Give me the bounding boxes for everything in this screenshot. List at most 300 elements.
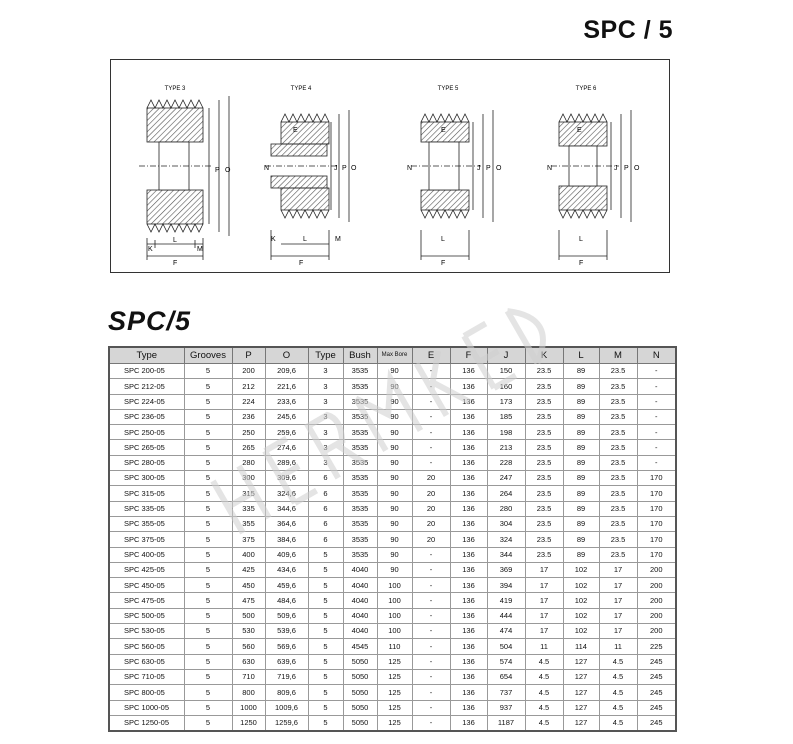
- table-cell: 136: [450, 440, 487, 455]
- table-cell: 1009,6: [265, 700, 308, 715]
- pulley-type-diagrams: [110, 59, 670, 273]
- table-row: [109, 700, 676, 715]
- table-cell: -: [412, 593, 450, 608]
- table-cell: 5: [308, 562, 343, 577]
- header-j: J: [487, 347, 525, 364]
- table-cell: 5: [184, 547, 232, 562]
- table-cell: 90: [377, 562, 412, 577]
- table-cell: 23.5: [599, 409, 637, 424]
- table-cell: 434,6: [265, 562, 308, 577]
- table-cell: 5: [308, 700, 343, 715]
- type-6-dim-l: L: [579, 236, 583, 243]
- table-cell: 4.5: [599, 715, 637, 731]
- table-cell: 136: [450, 455, 487, 470]
- table-cell: 344: [487, 547, 525, 562]
- table-cell: -: [637, 455, 676, 470]
- table-cell: 102: [563, 624, 599, 639]
- type-cell: SPC 300-05: [109, 471, 184, 486]
- table-cell: 125: [377, 715, 412, 731]
- table-cell: 102: [563, 593, 599, 608]
- table-cell: 5: [308, 624, 343, 639]
- table-cell: 4545: [343, 639, 377, 654]
- table-cell: 4.5: [599, 685, 637, 700]
- table-cell: 17: [599, 562, 637, 577]
- table-cell: 185: [487, 409, 525, 424]
- type-cell: SPC 236-05: [109, 409, 184, 424]
- type-cell: SPC 280-05: [109, 455, 184, 470]
- table-cell: 5: [184, 593, 232, 608]
- table-cell: 136: [450, 639, 487, 654]
- table-cell: 5: [184, 425, 232, 440]
- table-cell: 125: [377, 700, 412, 715]
- table-cell: 630: [232, 654, 265, 669]
- table-row: [109, 608, 676, 623]
- table-cell: 20: [412, 471, 450, 486]
- type-cell: SPC 1250-05: [109, 715, 184, 731]
- table-cell: 280: [487, 501, 525, 516]
- table-cell: 444: [487, 608, 525, 623]
- table-cell: 5: [308, 669, 343, 684]
- table-cell: 170: [637, 532, 676, 547]
- type-3-dim-m: M: [197, 246, 203, 253]
- table-row: [109, 486, 676, 501]
- table-cell: 102: [563, 562, 599, 577]
- type-6-dim-f: F: [579, 260, 584, 267]
- table-cell: 23.5: [599, 486, 637, 501]
- type-3-dim-f: F: [173, 260, 178, 267]
- table-cell: 89: [563, 471, 599, 486]
- table-cell: 3535: [343, 455, 377, 470]
- table-cell: 127: [563, 700, 599, 715]
- table-cell: 11: [599, 639, 637, 654]
- table-header-row: [109, 347, 676, 364]
- table-cell: 375: [232, 532, 265, 547]
- table-cell: 409,6: [265, 547, 308, 562]
- table-cell: 5: [308, 685, 343, 700]
- table-cell: 17: [525, 593, 563, 608]
- table-cell: 89: [563, 409, 599, 424]
- table-cell: 5: [184, 440, 232, 455]
- table-cell: 17: [525, 624, 563, 639]
- table-cell: 17: [599, 578, 637, 593]
- table-cell: 11: [525, 639, 563, 654]
- table-cell: 3: [308, 409, 343, 424]
- table-cell: 23.5: [525, 425, 563, 440]
- header-k: K: [525, 347, 563, 364]
- table-cell: 136: [450, 409, 487, 424]
- table-cell: 394: [487, 578, 525, 593]
- table-cell: 23.5: [599, 547, 637, 562]
- table-cell: 170: [637, 501, 676, 516]
- table-cell: 5: [184, 379, 232, 394]
- table-cell: 5050: [343, 654, 377, 669]
- type-5-dim-p: P: [486, 165, 491, 172]
- table-cell: 6: [308, 486, 343, 501]
- table-cell: 136: [450, 364, 487, 379]
- table-row: [109, 685, 676, 700]
- header-l: L: [563, 347, 599, 364]
- table-row: [109, 455, 676, 470]
- header-f: F: [450, 347, 487, 364]
- table-body: [109, 364, 676, 732]
- table-cell: 89: [563, 379, 599, 394]
- spec-table: [108, 346, 677, 732]
- table-cell: 5: [308, 654, 343, 669]
- page-header: SPC / 5: [583, 16, 673, 44]
- table-cell: -: [412, 562, 450, 577]
- table-cell: 136: [450, 394, 487, 409]
- table-cell: 170: [637, 486, 676, 501]
- table-cell: 89: [563, 532, 599, 547]
- table-cell: 5050: [343, 700, 377, 715]
- table-cell: 136: [450, 608, 487, 623]
- table-cell: 225: [637, 639, 676, 654]
- table-cell: 125: [377, 669, 412, 684]
- table-cell: -: [412, 547, 450, 562]
- table-cell: 23.5: [525, 501, 563, 516]
- table-cell: 23.5: [525, 471, 563, 486]
- type-5-dim-l: L: [441, 236, 445, 243]
- table-cell: -: [412, 608, 450, 623]
- table-cell: 4.5: [525, 654, 563, 669]
- table-cell: 23.5: [525, 440, 563, 455]
- type-5-dim-e: E: [441, 127, 446, 134]
- table-cell: 136: [450, 486, 487, 501]
- table-cell: 5: [184, 624, 232, 639]
- table-cell: 259,6: [265, 425, 308, 440]
- table-cell: 213: [487, 440, 525, 455]
- table-cell: 23.5: [525, 455, 563, 470]
- type-4-dim-n: N: [264, 165, 270, 172]
- table-cell: 274,6: [265, 440, 308, 455]
- table-cell: 504: [487, 639, 525, 654]
- table-cell: 221,6: [265, 379, 308, 394]
- table-cell: 125: [377, 654, 412, 669]
- table-cell: -: [637, 409, 676, 424]
- table-cell: 5: [184, 639, 232, 654]
- type-cell: SPC 375-05: [109, 532, 184, 547]
- table-cell: 5: [184, 685, 232, 700]
- table-cell: 200: [637, 608, 676, 623]
- table-cell: 809,6: [265, 685, 308, 700]
- type-cell: SPC 335-05: [109, 501, 184, 516]
- table-cell: 89: [563, 364, 599, 379]
- table-cell: 5: [308, 715, 343, 731]
- table-cell: 136: [450, 501, 487, 516]
- table-cell: -: [412, 440, 450, 455]
- table-cell: 4040: [343, 593, 377, 608]
- table-cell: 309,6: [265, 471, 308, 486]
- table-cell: 3535: [343, 516, 377, 531]
- table-cell: 23.5: [599, 394, 637, 409]
- table-cell: 90: [377, 455, 412, 470]
- table-cell: 5: [184, 486, 232, 501]
- table-cell: 245: [637, 669, 676, 684]
- header-n: N: [637, 347, 676, 364]
- table-row: [109, 547, 676, 562]
- type-cell: SPC 475-05: [109, 593, 184, 608]
- table-cell: 5: [184, 394, 232, 409]
- table-cell: 245: [637, 685, 676, 700]
- table-cell: 474: [487, 624, 525, 639]
- table-cell: 200: [637, 624, 676, 639]
- table-cell: 224: [232, 394, 265, 409]
- type-5-dim-n: N: [407, 165, 413, 172]
- table-cell: 5: [184, 532, 232, 547]
- table-cell: 355: [232, 516, 265, 531]
- table-cell: 5: [308, 593, 343, 608]
- table-cell: -: [412, 700, 450, 715]
- table-cell: 719,6: [265, 669, 308, 684]
- table-cell: 1250: [232, 715, 265, 731]
- type-3-label: TYPE 3: [164, 86, 186, 92]
- table-cell: 136: [450, 654, 487, 669]
- table-cell: 17: [599, 608, 637, 623]
- table-cell: 4.5: [599, 654, 637, 669]
- table-cell: 459,6: [265, 578, 308, 593]
- table-cell: 5: [308, 608, 343, 623]
- type-cell: SPC 250-05: [109, 425, 184, 440]
- table-cell: 136: [450, 471, 487, 486]
- table-cell: 125: [377, 685, 412, 700]
- type-cell: SPC 800-05: [109, 685, 184, 700]
- table-cell: 110: [377, 639, 412, 654]
- table-cell: 89: [563, 455, 599, 470]
- table-cell: -: [412, 639, 450, 654]
- table-cell: 136: [450, 669, 487, 684]
- table-cell: 17: [525, 578, 563, 593]
- table-cell: 569,6: [265, 639, 308, 654]
- table-cell: -: [637, 440, 676, 455]
- table-cell: 4.5: [525, 669, 563, 684]
- table-cell: 228: [487, 455, 525, 470]
- table-cell: -: [637, 394, 676, 409]
- table-row: [109, 516, 676, 531]
- table-cell: -: [412, 685, 450, 700]
- type-3-drawing: [139, 96, 229, 260]
- table-cell: 3535: [343, 547, 377, 562]
- table-cell: -: [412, 654, 450, 669]
- table-cell: 3: [308, 364, 343, 379]
- table-cell: 209,6: [265, 364, 308, 379]
- table-row: [109, 624, 676, 639]
- table-cell: 136: [450, 624, 487, 639]
- table-cell: 3535: [343, 532, 377, 547]
- table-cell: 5: [184, 654, 232, 669]
- table-cell: -: [412, 425, 450, 440]
- table-cell: -: [412, 669, 450, 684]
- header-p: P: [232, 347, 265, 364]
- header-o: O: [265, 347, 308, 364]
- type-4-label: TYPE 4: [290, 86, 312, 92]
- table-cell: 475: [232, 593, 265, 608]
- table-row: [109, 379, 676, 394]
- type-cell: SPC 212-05: [109, 379, 184, 394]
- table-cell: 245: [637, 700, 676, 715]
- table-row: [109, 654, 676, 669]
- type-3-dim-p: P: [215, 167, 220, 174]
- type-6-dim-o: O: [634, 165, 640, 172]
- table-cell: 136: [450, 379, 487, 394]
- header-e: E: [412, 347, 450, 364]
- table-cell: 150: [487, 364, 525, 379]
- table-cell: 5050: [343, 715, 377, 731]
- table-cell: 419: [487, 593, 525, 608]
- table-cell: 90: [377, 486, 412, 501]
- table-cell: 17: [525, 562, 563, 577]
- table-cell: 23.5: [599, 364, 637, 379]
- type-4-dim-e: E: [293, 127, 298, 134]
- table-cell: 23.5: [599, 455, 637, 470]
- table-cell: 5: [184, 578, 232, 593]
- type-3-dim-o: O: [225, 167, 231, 174]
- header-type: Type: [109, 347, 184, 364]
- table-cell: 89: [563, 486, 599, 501]
- table-cell: 89: [563, 547, 599, 562]
- header-max-bore: Max Bore: [377, 347, 412, 364]
- table-cell: 304: [487, 516, 525, 531]
- table-cell: 800: [232, 685, 265, 700]
- table-row: [109, 501, 676, 516]
- table-cell: 200: [637, 578, 676, 593]
- table-cell: 324: [487, 532, 525, 547]
- type-4-dim-m: M: [335, 236, 341, 243]
- table-cell: 280: [232, 455, 265, 470]
- table-cell: 315: [232, 486, 265, 501]
- type-cell: SPC 500-05: [109, 608, 184, 623]
- table-row: [109, 409, 676, 424]
- table-cell: 4040: [343, 624, 377, 639]
- table-cell: 5050: [343, 685, 377, 700]
- table-cell: 1187: [487, 715, 525, 731]
- table-cell: 89: [563, 516, 599, 531]
- table-row: [109, 425, 676, 440]
- table-cell: 23.5: [599, 501, 637, 516]
- table-cell: -: [412, 409, 450, 424]
- table-cell: 236: [232, 409, 265, 424]
- type-4-dim-l: L: [303, 236, 307, 243]
- table-cell: 5: [184, 516, 232, 531]
- table-cell: 4.5: [599, 669, 637, 684]
- type-cell: SPC 530-05: [109, 624, 184, 639]
- table-cell: 737: [487, 685, 525, 700]
- table-cell: 484,6: [265, 593, 308, 608]
- table-cell: 6: [308, 532, 343, 547]
- table-cell: 400: [232, 547, 265, 562]
- table-cell: 6: [308, 471, 343, 486]
- table-cell: 5: [184, 715, 232, 731]
- table-cell: -: [412, 394, 450, 409]
- table-cell: 100: [377, 593, 412, 608]
- table-cell: 3535: [343, 394, 377, 409]
- table-cell: 89: [563, 394, 599, 409]
- type-4-dim-o: O: [351, 165, 357, 172]
- header-bush: Bush: [343, 347, 377, 364]
- table-cell: 4.5: [525, 715, 563, 731]
- table-cell: 90: [377, 425, 412, 440]
- table-cell: 344,6: [265, 501, 308, 516]
- table-cell: 639,6: [265, 654, 308, 669]
- table-cell: 23.5: [599, 532, 637, 547]
- table-cell: 509,6: [265, 608, 308, 623]
- table-cell: 100: [377, 624, 412, 639]
- table-cell: 89: [563, 501, 599, 516]
- table-cell: 6: [308, 501, 343, 516]
- table-cell: 127: [563, 685, 599, 700]
- table-cell: -: [637, 364, 676, 379]
- table-cell: 5: [184, 669, 232, 684]
- table-cell: 5: [184, 455, 232, 470]
- table-cell: 5: [184, 364, 232, 379]
- table-cell: 23.5: [525, 409, 563, 424]
- table-cell: 574: [487, 654, 525, 669]
- table-cell: 136: [450, 562, 487, 577]
- table-cell: 530: [232, 624, 265, 639]
- table-cell: 450: [232, 578, 265, 593]
- table-row: [109, 669, 676, 684]
- table-cell: 23.5: [525, 379, 563, 394]
- table-cell: 23.5: [599, 425, 637, 440]
- table-cell: 102: [563, 608, 599, 623]
- table-cell: 324,6: [265, 486, 308, 501]
- table-row: [109, 562, 676, 577]
- type-6-dim-p: P: [624, 165, 629, 172]
- table-cell: 5: [184, 608, 232, 623]
- table-cell: 90: [377, 394, 412, 409]
- table-cell: 90: [377, 501, 412, 516]
- table-cell: 127: [563, 715, 599, 731]
- table-cell: 1259,6: [265, 715, 308, 731]
- type-5-dim-f: F: [441, 260, 446, 267]
- table-cell: 90: [377, 379, 412, 394]
- table-cell: 245: [637, 715, 676, 731]
- table-cell: 23.5: [599, 516, 637, 531]
- table-cell: 384,6: [265, 532, 308, 547]
- type-cell: SPC 710-05: [109, 669, 184, 684]
- table-cell: 937: [487, 700, 525, 715]
- table-cell: 23.5: [525, 516, 563, 531]
- table-cell: 500: [232, 608, 265, 623]
- table-cell: 5: [184, 409, 232, 424]
- type-3-dim-l: L: [173, 237, 177, 244]
- table-cell: 20: [412, 532, 450, 547]
- table-cell: 5: [184, 700, 232, 715]
- table-cell: 170: [637, 471, 676, 486]
- table-cell: 90: [377, 471, 412, 486]
- type-cell: SPC 425-05: [109, 562, 184, 577]
- table-cell: 364,6: [265, 516, 308, 531]
- table-cell: 20: [412, 516, 450, 531]
- type-5-drawing: [411, 110, 493, 260]
- table-cell: 5: [308, 578, 343, 593]
- table-cell: 1000: [232, 700, 265, 715]
- table-cell: 100: [377, 578, 412, 593]
- table-cell: 23.5: [599, 471, 637, 486]
- table-cell: 3535: [343, 501, 377, 516]
- table-row: [109, 471, 676, 486]
- table-cell: 5: [184, 501, 232, 516]
- type-6-dim-n: N: [547, 165, 553, 172]
- table-cell: 89: [563, 425, 599, 440]
- table-cell: 23.5: [525, 486, 563, 501]
- table-cell: 5: [184, 471, 232, 486]
- table-cell: 245,6: [265, 409, 308, 424]
- table-cell: 127: [563, 669, 599, 684]
- table-cell: 3535: [343, 425, 377, 440]
- table-cell: 212: [232, 379, 265, 394]
- table-cell: 136: [450, 516, 487, 531]
- table-row: [109, 639, 676, 654]
